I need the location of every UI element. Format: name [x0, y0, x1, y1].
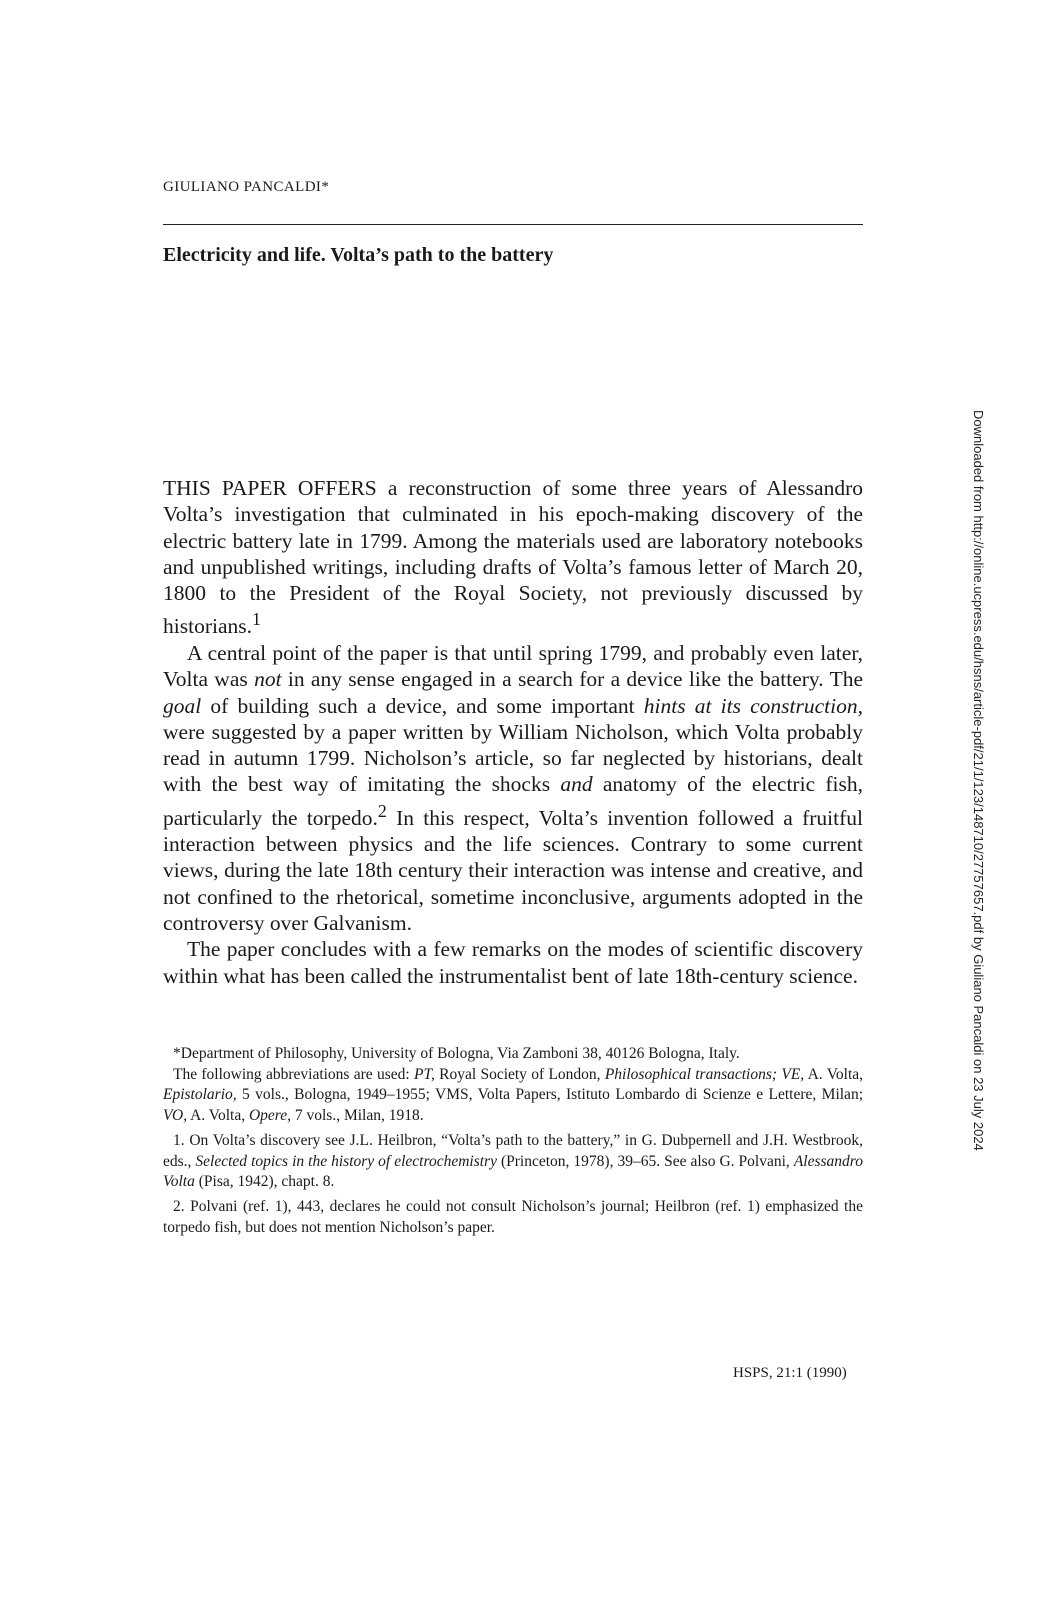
text-run: in any sense engaged in a search for a device like the battery. The [281, 667, 863, 692]
download-note[interactable]: Downloaded from http://online.ucpress.edu/hsns/article-pdf/21/1/123/148710/27757657.pdf by Giuliano Pancaldi on 23 July 2024 [971, 410, 986, 1151]
emphasis: hints at its construction, [643, 693, 864, 718]
emphasis: and [560, 772, 593, 797]
paragraph-3: The paper concludes with a few remarks on the modes of scientific discovery within what has been called the instrumentalist bent of late 18th-century science. [163, 937, 863, 988]
text-run: anatomy of the electric fish, particularly the torpedo. [163, 772, 863, 830]
text-run: A central point of the paper is that until spring 1799, and probably even later, Volta was [163, 640, 863, 692]
text-run: In this respect, Volta’s invention followed a fruitful interaction between physics and the life sciences. Contrary to some current views, during the late 18th century their interaction was intense and creative, and not confined to the rhetorical, sometime inconclusive, arguments adopted in the controversy over Galvanism. [163, 805, 863, 936]
header-rule [163, 224, 863, 225]
emphasis: Epistolario, [163, 1086, 237, 1104]
text-run: 1. On Volta’s discovery see J.L. Heilbron, “Volta’s path to the battery,” in G. Dubpernell and J.H. Westbrook, eds., [163, 1131, 863, 1170]
text-run: A. Volta, [804, 1065, 864, 1083]
emphasis: not [254, 667, 282, 692]
text-run: (Pisa, 1942), chapt. 8. [194, 1173, 335, 1191]
text-run: 5 vols., Bologna, 1949–1955; VMS, Volta Papers, Istituto Lombardo di Scienze e Lettere, Milan; [236, 1086, 863, 1104]
abstract-body [163, 475, 863, 989]
author-name: GIULIANO PANCALDI* [163, 179, 330, 195]
abbreviations-note [163, 1065, 863, 1127]
download-sidebar [968, 410, 988, 1151]
footnote-ref-2[interactable]: 2 [377, 800, 387, 821]
text-run: of building such a device, and some important [201, 693, 644, 718]
lead-in: THIS PAPER OFFERS [163, 476, 377, 500]
text-run: 7 vols., Milan, 1918. [291, 1107, 424, 1125]
footnote-1 [163, 1131, 863, 1193]
text-run: A. Volta, [187, 1107, 249, 1125]
paragraph-1 [163, 475, 863, 640]
paragraph-1-text: a reconstruction of some three years of Alessandro Volta’s investigation that culminated in his epoch-making discovery of the electric battery late in 1799. Among the materials used are laboratory notebooks and unpublished writings, including drafts of Volta’s famous letter of March 20, 1800 to the President of the Royal Society, not previously discussed by historians. [163, 476, 863, 639]
footnote-ref-1[interactable]: 1 [251, 609, 261, 630]
footnotes [163, 1044, 863, 1238]
emphasis: Opere, [248, 1107, 291, 1125]
emphasis: VO, [163, 1107, 188, 1125]
emphasis: Selected topics in the history of electrochemistry [195, 1152, 497, 1170]
text-run: (Princeton, 1978), 39–65. See also G. Polvani, [496, 1152, 794, 1170]
article-title: Electricity and life. Volta’s path to the battery [163, 244, 554, 266]
text-run: Royal Society of London, [434, 1065, 605, 1083]
paragraph-2 [163, 640, 863, 936]
journal-reference: HSPS, 21:1 (1990) [733, 1365, 847, 1381]
affiliation-note: *Department of Philosophy, University of Bologna, Via Zamboni 38, 40126 Bologna, Italy. [173, 1045, 740, 1062]
text-run: The following abbreviations are used: [173, 1065, 414, 1083]
emphasis: Alessandro Volta [163, 1152, 863, 1191]
emphasis: PT, [414, 1065, 435, 1083]
emphasis: Philosophical transactions; [604, 1065, 778, 1083]
emphasis: VE, [781, 1065, 805, 1083]
text-run: were suggested by a paper written by William Nicholson, which Volta probably read in autumn 1799. Nicholson’s article, so far neglected by historians, dealt with the best way of imitating the shocks [163, 719, 863, 797]
emphasis: goal [163, 693, 202, 718]
footnote-2: 2. Polvani (ref. 1), 443, declares he could not consult Nicholson’s journal; Heilbron (ref. 1) emphasized the torpedo fish, but does not mention Nicholson’s paper. [163, 1197, 863, 1236]
